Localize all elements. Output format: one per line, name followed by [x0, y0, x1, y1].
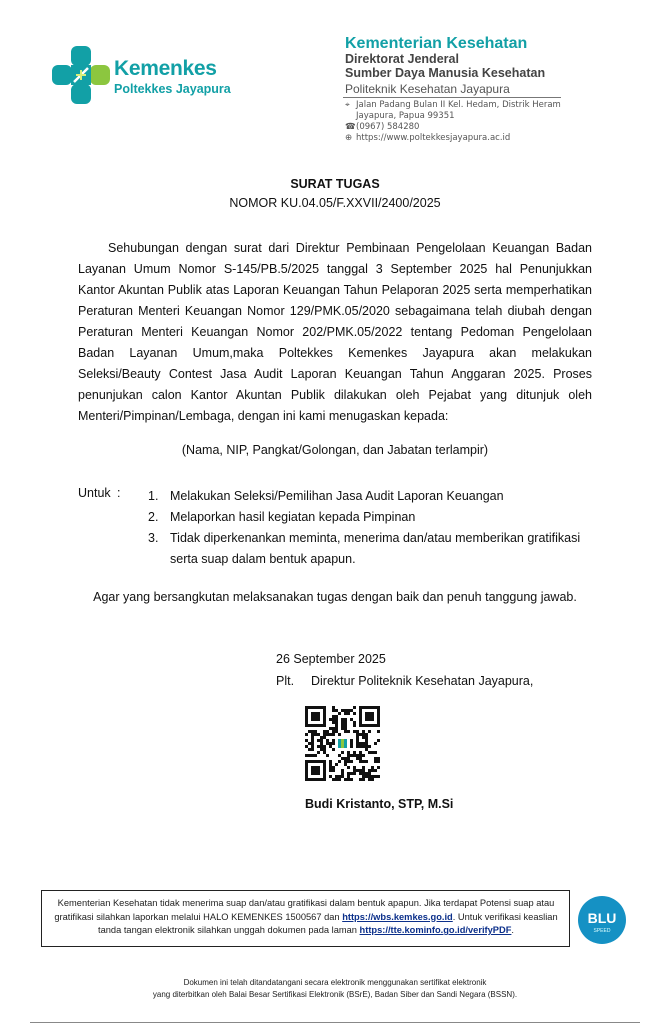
location-pin-icon: ⌖: [345, 100, 350, 110]
phone-line: ☎(0967) 584280: [345, 122, 420, 132]
logo-name: Kemenkes: [114, 57, 217, 80]
signer-position: Direktur Politeknik Kesehatan Jayapura,: [311, 674, 534, 688]
directorate-line2: Sumber Daya Manusia Kesehatan: [345, 66, 546, 80]
e-signature-footer: Dokumen ini telah ditandatangani secara elektronik menggunakan sertifikat elektronik yang diterbitkan oleh Balai Besar Sertifikasi Elektronik (BSrE), Badan Siber dan Sandi Negara (BSSN).: [152, 978, 518, 999]
untuk-colon: :: [117, 486, 121, 500]
ministry-name: Kementerian Kesehatan: [345, 35, 528, 52]
list-item: 2. Melaporkan hasil kegiatan kepada Pimpinan: [148, 510, 416, 524]
untuk-label: Untuk: [78, 486, 111, 500]
closing-sentence: Agar yang bersangkutan melaksanakan tugas dengan baik dan penuh tanggung jawab.: [93, 590, 577, 604]
letter-number: NOMOR KU.04.05/F.XXVII/2400/2025: [229, 196, 441, 210]
svg-text:BLU: BLU: [587, 910, 617, 926]
directorate-line1: Direktorat Jenderal: [345, 52, 459, 66]
wbs-link[interactable]: https://wbs.kemkes.go.id: [342, 911, 453, 922]
address-line1: ⌖ Jalan Padang Bulan II Kel. Hedam, Distrik Heram: [345, 100, 561, 110]
website-line[interactable]: ⊕ https://www.poltekkesjayapura.ac.id: [345, 133, 511, 143]
institution-name: Politeknik Kesehatan Jayapura: [345, 82, 510, 96]
blu-speed-badge-icon: [577, 895, 627, 945]
letter-body: Sehubungan dengan surat dari Direktur Pembinaan Pengelolaan Keuangan Badan Layanan Umum Nomor S-145/PB.5/2025 tanggal 3 September 2025 hal Penunjukkan Kantor Akuntan Publik atas Laporan Keuangan Tahun Pelaporan 2025 serta memperhatikan Peraturan Menteri Keuangan Nomor 129/PMK.05/2020 sebagaimana telah diubah dengan Peraturan Menteri Keuangan Nomor 202/PMK.05/2022 tentang Pedoman Pengelolaan Badan Layanan Umum,maka Poltekkes Kemenkes Jayapura akan melakukan Seleksi/Beauty Contest Jasa Audit Laporan Keuangan Tahun Anggaran 2025. Proses penunjukan calon Kantor Akuntan Publik dilakukan oleh Pejabat yang ditunjuk oleh Menteri/Pimpinan/Lembaga, dengan ini kami menugaskan kepada:: [78, 241, 592, 423]
attachment-note: (Nama, NIP, Pangkat/Golongan, dan Jabatan terlampir): [181, 443, 489, 457]
svg-text:SPEED: SPEED: [593, 928, 611, 934]
signer-name: Budi Kristanto, STP, M.Si: [305, 797, 454, 811]
signature-date: 26 September 2025: [276, 652, 386, 666]
globe-icon: ⊕: [345, 133, 353, 143]
anti-gratification-notice: Kementerian Kesehatan tidak menerima suap dan/atau gratifikasi dalam bentuk apapun. Jika terdapat Potensi suap atau gratifikasi silahkan laporkan melalui HALO KEMENKES 1500567 dan https://wbs.kemkes.go.id. Untuk verifikasi keaslian tanda tangan elektronik silahkan unggah dokumen pada laman https://tte.kominfo.go.id/verifyPDF.: [54, 898, 558, 935]
footer-divider: [30, 1022, 640, 1023]
task-list: [148, 486, 593, 570]
address-line2: Jayapura, Papua 99351: [356, 111, 455, 121]
plt-label: Plt.: [276, 674, 295, 688]
letter-title: SURAT TUGAS: [290, 177, 380, 191]
logo-subtitle: Poltekkes Jayapura: [114, 82, 231, 96]
verify-pdf-link[interactable]: https://tte.kominfo.go.id/verifyPDF: [359, 925, 512, 935]
qr-code-icon: [305, 706, 380, 781]
list-item: 3. Tidak diperkenankan meminta, menerima dan/atau memberikan gratifikasi serta suap dalam bentuk apapun.: [148, 531, 581, 566]
kemenkes-logo-icon: [52, 46, 110, 104]
phone-icon: ☎: [345, 122, 356, 132]
header-divider: [343, 97, 561, 98]
list-item: 1. Melakukan Seleksi/Pemilihan Jasa Audit Laporan Keuangan: [148, 489, 504, 503]
